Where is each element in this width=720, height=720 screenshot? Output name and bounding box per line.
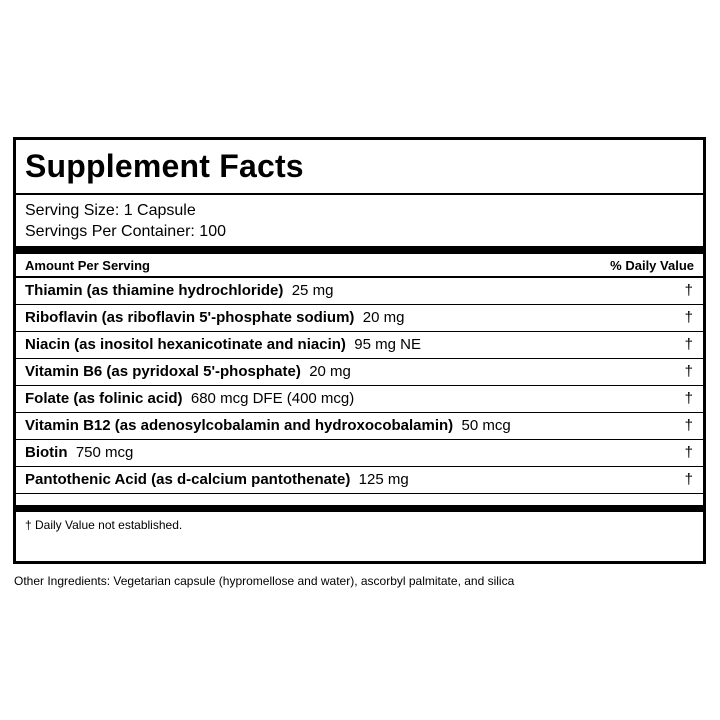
title-divider	[16, 193, 703, 195]
nutrient-row	[16, 278, 703, 305]
nutrient-row	[16, 305, 703, 332]
nutrient-row	[16, 386, 703, 413]
nutrient-daily-value: †	[684, 363, 693, 380]
nutrient-row	[16, 359, 703, 386]
nutrient-daily-value: †	[684, 390, 693, 407]
nutrient-amount: 25 mg	[291, 282, 334, 299]
other-ingredients: Other Ingredients: Vegetarian capsule (hypromellose and water), ascorbyl palmitate, and silica	[14, 574, 515, 588]
nutrient-amount: 95 mg NE	[354, 336, 421, 353]
bottom-divider	[16, 505, 703, 512]
servings-per-container: Servings Per Container: 100	[25, 223, 226, 240]
nutrient-amount: 680 mcg DFE (400 mcg)	[190, 390, 355, 407]
daily-value-footnote: † Daily Value not established.	[25, 518, 183, 532]
nutrient-row	[16, 332, 703, 359]
serving-divider	[16, 246, 703, 254]
nutrient-row	[16, 467, 703, 494]
nutrient-name: Pantothenic Acid (as d-calcium pantothenate)	[25, 471, 351, 488]
nutrient-row	[16, 440, 703, 467]
supplement-facts-panel	[13, 137, 706, 564]
nutrient-daily-value: †	[684, 471, 693, 488]
nutrient-amount: 20 mg	[362, 309, 405, 326]
nutrient-amount: 50 mcg	[461, 417, 511, 434]
nutrient-daily-value: †	[684, 336, 693, 353]
nutrient-daily-value: †	[684, 282, 693, 299]
nutrient-daily-value: †	[684, 444, 693, 461]
nutrient-name: Vitamin B6 (as pyridoxal 5'-phosphate)	[25, 363, 301, 380]
nutrient-daily-value: †	[684, 417, 693, 434]
nutrient-name: Niacin (as inositol hexanicotinate and niacin)	[25, 336, 346, 353]
daily-value-header: % Daily Value	[610, 258, 694, 273]
nutrient-amount: 20 mg	[309, 363, 351, 380]
nutrient-name: Folate (as folinic acid)	[25, 390, 183, 407]
nutrient-daily-value: †	[684, 309, 693, 326]
amount-per-serving-header: Amount Per Serving	[25, 258, 150, 273]
serving-size: Serving Size: 1 Capsule	[25, 202, 196, 219]
nutrient-name: Vitamin B12 (as adenosylcobalamin and hydroxocobalamin)	[25, 417, 454, 434]
nutrient-name: Biotin	[25, 444, 68, 461]
nutrient-amount: 750 mcg	[75, 444, 134, 461]
nutrient-row	[16, 413, 703, 440]
nutrient-amount: 125 mg	[358, 471, 409, 488]
nutrient-name: Riboflavin (as riboflavin 5'-phosphate sodium)	[25, 309, 355, 326]
panel-title: Supplement Facts	[25, 148, 304, 184]
nutrient-name: Thiamin (as thiamine hydrochloride)	[25, 282, 284, 299]
